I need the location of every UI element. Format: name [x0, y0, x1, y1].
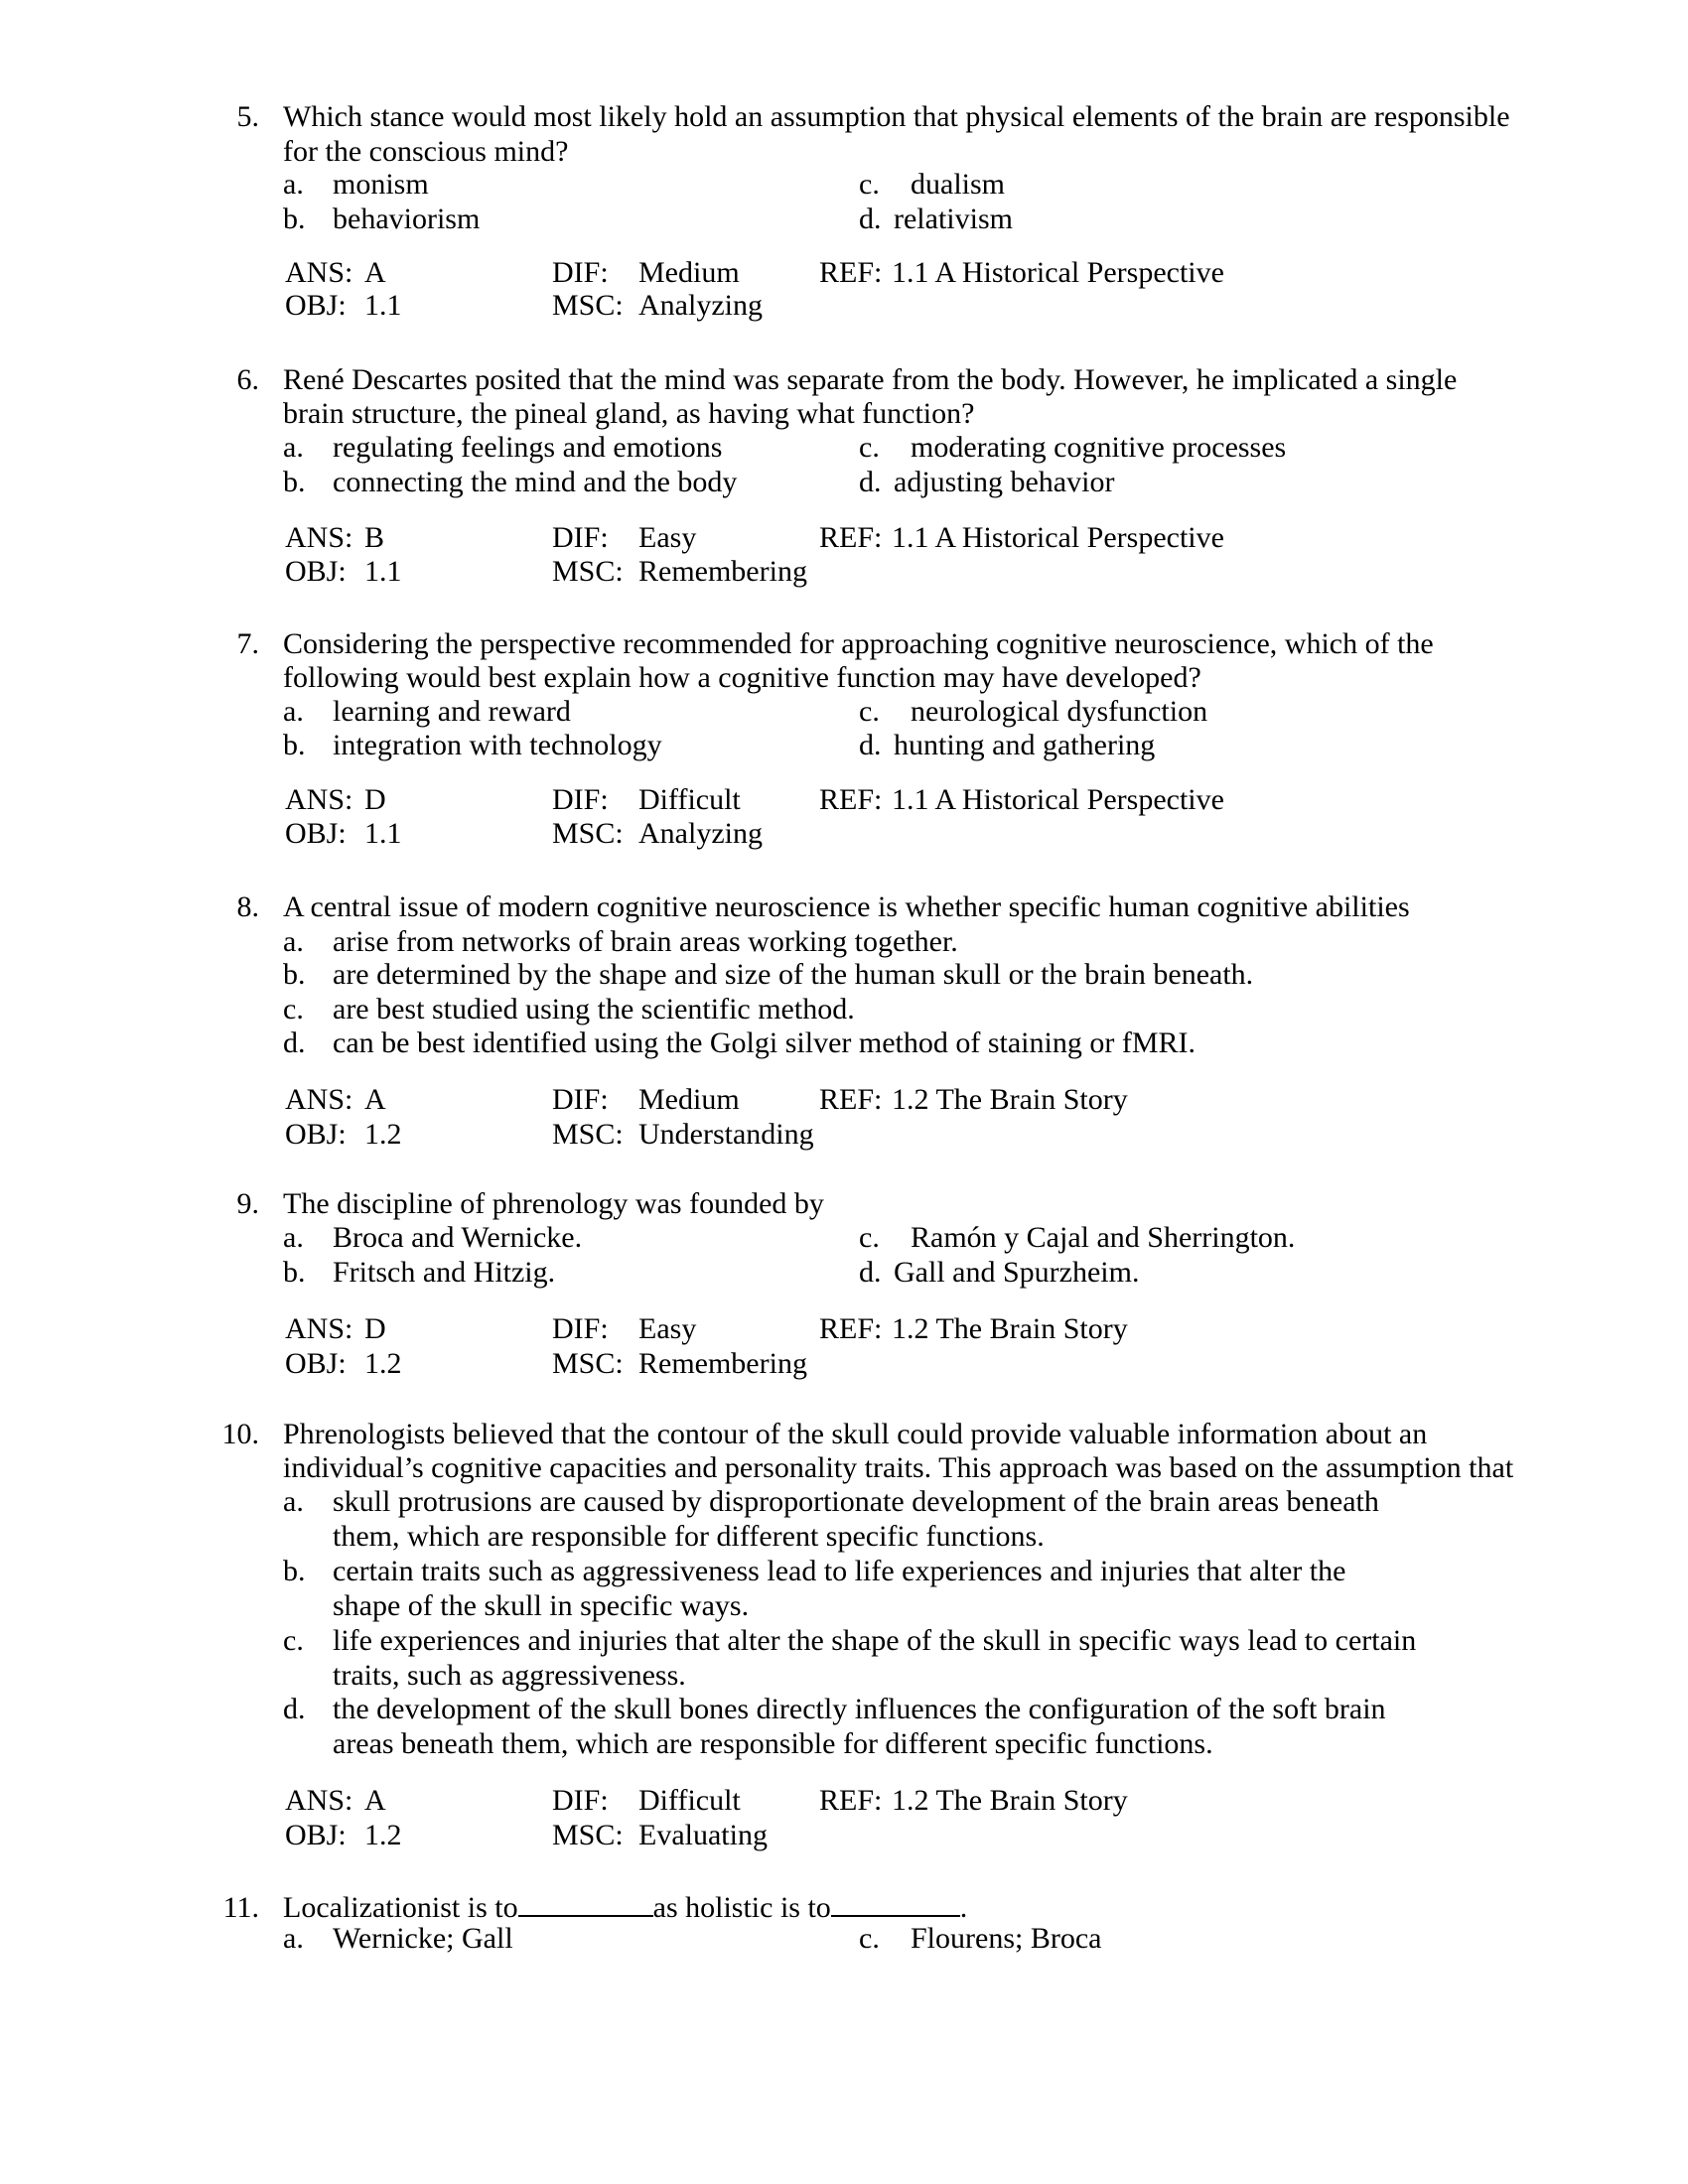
- reference-value: 1.1 A Historical Perspective: [892, 256, 1224, 289]
- option-text: Flourens; Broca: [911, 1922, 1102, 1955]
- ans-label: ANS:: [285, 1312, 353, 1345]
- question-stem-end: .: [959, 1891, 968, 1924]
- option-text: Wernicke; Gall: [333, 1922, 513, 1955]
- question-number: 5.: [236, 100, 259, 133]
- option-letter: c.: [859, 431, 880, 464]
- objective-value: 1.1: [364, 555, 402, 588]
- msc-label: MSC:: [552, 1347, 624, 1380]
- option-text: are best studied using the scientific method.: [333, 993, 855, 1025]
- dif-label: DIF:: [552, 1312, 609, 1345]
- ref-label: REF:: [819, 521, 883, 554]
- option-letter: c.: [859, 1221, 880, 1254]
- option-letter: c.: [859, 695, 880, 728]
- reference-value: 1.1 A Historical Perspective: [892, 521, 1224, 554]
- option-text: Ramón y Cajal and Sherrington.: [911, 1221, 1296, 1254]
- option-letter: a.: [283, 168, 304, 201]
- option-letter: d.: [859, 1256, 882, 1289]
- option-text: monism: [333, 168, 429, 201]
- option-letter: a.: [283, 1485, 304, 1518]
- msc-value: Remembering: [638, 555, 807, 588]
- answer-value: D: [364, 1312, 386, 1345]
- option-letter: b.: [283, 1256, 306, 1289]
- option-letter: c.: [283, 1624, 304, 1657]
- question-11: [200, 1889, 967, 1923]
- ref-label: REF:: [819, 1784, 883, 1817]
- option-text: areas beneath them, which are responsible for different specific functions.: [333, 1727, 1213, 1760]
- option-text: learning and reward: [333, 695, 571, 728]
- question-number: 9.: [236, 1187, 259, 1220]
- reference-value: 1.2 The Brain Story: [892, 1083, 1128, 1116]
- msc-value: Understanding: [638, 1118, 814, 1151]
- objective-value: 1.1: [364, 289, 402, 322]
- ref-label: REF:: [819, 1312, 883, 1345]
- msc-value: Evaluating: [638, 1819, 768, 1851]
- option-letter: b.: [283, 466, 306, 498]
- option-letter: b.: [283, 958, 306, 991]
- option-text: adjusting behavior: [894, 466, 1115, 498]
- option-letter: a.: [283, 1221, 304, 1254]
- obj-label: OBJ:: [285, 555, 347, 588]
- answer-value: A: [364, 1083, 386, 1116]
- option-letter: a.: [283, 431, 304, 464]
- question-stem: The discipline of phrenology was founded by: [283, 1187, 824, 1220]
- obj-label: OBJ:: [285, 1819, 347, 1851]
- objective-value: 1.1: [364, 817, 402, 850]
- dif-label: DIF:: [552, 1784, 609, 1817]
- objective-value: 1.2: [364, 1819, 402, 1851]
- question-number: 11.: [222, 1891, 259, 1924]
- dif-label: DIF:: [552, 1083, 609, 1116]
- reference-value: 1.1 A Historical Perspective: [892, 783, 1224, 816]
- ref-label: REF:: [819, 256, 883, 289]
- question-stem: individual’s cognitive capacities and personality traits. This approach was based on the assumption that: [283, 1451, 1514, 1484]
- question-stem: René Descartes posited that the mind was separate from the body. However, he implicated a single: [283, 363, 1458, 396]
- option-text: Broca and Wernicke.: [333, 1221, 583, 1254]
- msc-label: MSC:: [552, 555, 624, 588]
- question-stem: A central issue of modern cognitive neuroscience is whether specific human cognitive abilities: [283, 890, 1410, 923]
- option-text: hunting and gathering: [894, 729, 1156, 761]
- question-stem: brain structure, the pineal gland, as having what function?: [283, 397, 975, 430]
- dif-label: DIF:: [552, 783, 609, 816]
- difficulty-value: Easy: [638, 1312, 697, 1345]
- question-number: 10.: [221, 1418, 259, 1450]
- objective-value: 1.2: [364, 1118, 402, 1151]
- option-text: arise from networks of brain areas working together.: [333, 925, 958, 958]
- msc-value: Analyzing: [638, 817, 763, 850]
- option-text: behaviorism: [333, 203, 481, 235]
- answer-value: D: [364, 783, 386, 816]
- option-text: them, which are responsible for different specific functions.: [333, 1520, 1045, 1553]
- option-text: life experiences and injuries that alter the shape of the skull in specific ways lead to certain: [333, 1624, 1417, 1657]
- option-letter: b.: [283, 729, 306, 761]
- msc-label: MSC:: [552, 289, 624, 322]
- ref-label: REF:: [819, 1083, 883, 1116]
- reference-value: 1.2 The Brain Story: [892, 1312, 1128, 1345]
- dif-label: DIF:: [552, 521, 609, 554]
- obj-label: OBJ:: [285, 1118, 347, 1151]
- option-letter: c.: [859, 1922, 880, 1955]
- option-text: certain traits such as aggressiveness lead to life experiences and injuries that alter the: [333, 1555, 1346, 1587]
- question-stem-part: as holistic is to: [652, 1891, 831, 1924]
- question-stem: following would best explain how a cognitive function may have developed?: [283, 661, 1201, 694]
- option-letter: d.: [859, 729, 882, 761]
- obj-label: OBJ:: [285, 289, 347, 322]
- reference-value: 1.2 The Brain Story: [892, 1784, 1128, 1817]
- ref-label: REF:: [819, 783, 883, 816]
- question-number: 8.: [236, 890, 259, 923]
- difficulty-value: Difficult: [638, 783, 741, 816]
- difficulty-value: Medium: [638, 256, 740, 289]
- question-stem: Phrenologists believed that the contour of the skull could provide valuable information about an: [283, 1418, 1428, 1450]
- option-text: shape of the skull in specific ways.: [333, 1589, 750, 1622]
- answer-blank: [518, 1889, 653, 1917]
- ans-label: ANS:: [285, 521, 353, 554]
- option-text: regulating feelings and emotions: [333, 431, 723, 464]
- option-letter: b.: [283, 1555, 306, 1587]
- ans-label: ANS:: [285, 1784, 353, 1817]
- option-text: can be best identified using the Golgi silver method of staining or fMRI.: [333, 1026, 1196, 1059]
- question-stem: for the conscious mind?: [283, 135, 569, 168]
- question-stem: Which stance would most likely hold an assumption that physical elements of the brain are responsible: [283, 100, 1510, 133]
- option-text: relativism: [894, 203, 1013, 235]
- option-letter: d.: [283, 1693, 306, 1725]
- ans-label: ANS:: [285, 783, 353, 816]
- answer-value: B: [364, 521, 385, 554]
- option-text: traits, such as aggressiveness.: [333, 1659, 686, 1692]
- question-number: 7.: [236, 627, 259, 660]
- option-letter: a.: [283, 1922, 304, 1955]
- answer-value: A: [364, 256, 386, 289]
- obj-label: OBJ:: [285, 817, 347, 850]
- obj-label: OBJ:: [285, 1347, 347, 1380]
- msc-label: MSC:: [552, 1118, 624, 1151]
- option-text: moderating cognitive processes: [911, 431, 1287, 464]
- question-stem: Considering the perspective recommended for approaching cognitive neuroscience, which of the: [283, 627, 1434, 660]
- option-text: dualism: [911, 168, 1005, 201]
- answer-blank: [831, 1889, 960, 1917]
- difficulty-value: Medium: [638, 1083, 740, 1116]
- option-letter: c.: [283, 993, 304, 1025]
- option-text: Gall and Spurzheim.: [894, 1256, 1140, 1289]
- question-number: 6.: [236, 363, 259, 396]
- objective-value: 1.2: [364, 1347, 402, 1380]
- option-text: connecting the mind and the body: [333, 466, 738, 498]
- option-letter: d.: [283, 1026, 306, 1059]
- option-letter: d.: [859, 203, 882, 235]
- msc-label: MSC:: [552, 817, 624, 850]
- option-text: integration with technology: [333, 729, 662, 761]
- difficulty-value: Easy: [638, 521, 697, 554]
- difficulty-value: Difficult: [638, 1784, 741, 1817]
- option-text: the development of the skull bones directly influences the configuration of the soft brain: [333, 1693, 1386, 1725]
- ans-label: ANS:: [285, 1083, 353, 1116]
- ans-label: ANS:: [285, 256, 353, 289]
- option-letter: a.: [283, 695, 304, 728]
- question-stem-part: Localizationist is to: [283, 1891, 518, 1924]
- option-text: skull protrusions are caused by disproportionate development of the brain areas beneath: [333, 1485, 1379, 1518]
- msc-label: MSC:: [552, 1819, 624, 1851]
- option-letter: c.: [859, 168, 880, 201]
- dif-label: DIF:: [552, 256, 609, 289]
- option-letter: d.: [859, 466, 882, 498]
- option-text: neurological dysfunction: [911, 695, 1208, 728]
- msc-value: Analyzing: [638, 289, 763, 322]
- option-text: Fritsch and Hitzig.: [333, 1256, 556, 1289]
- option-text: are determined by the shape and size of the human skull or the brain beneath.: [333, 958, 1254, 991]
- msc-value: Remembering: [638, 1347, 807, 1380]
- answer-value: A: [364, 1784, 386, 1817]
- option-letter: b.: [283, 203, 306, 235]
- option-letter: a.: [283, 925, 304, 958]
